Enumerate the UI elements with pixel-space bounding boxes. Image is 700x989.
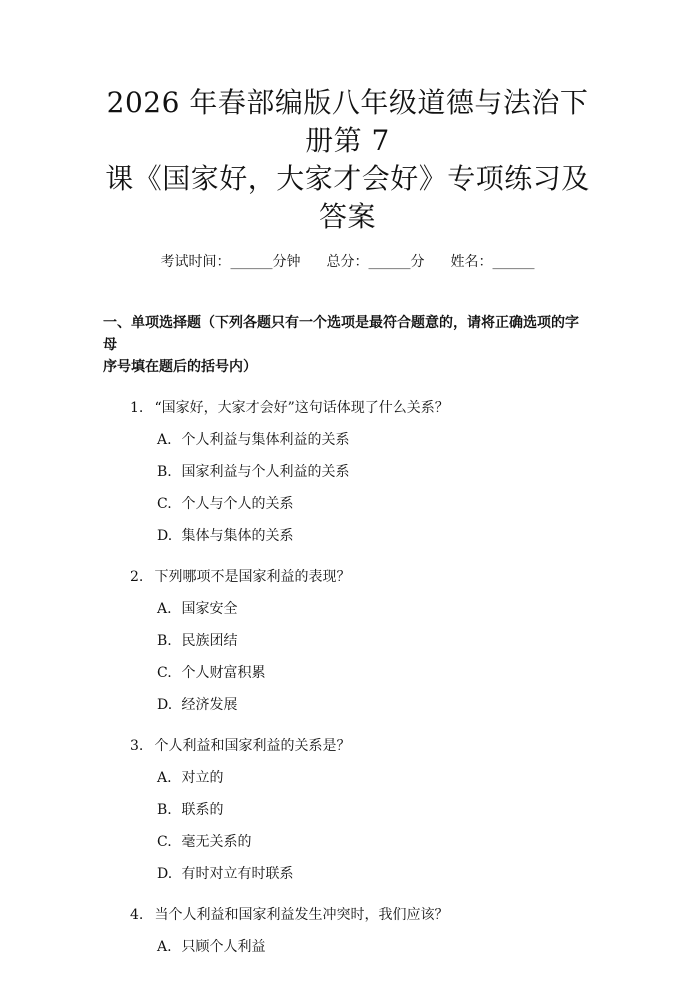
option-letter: B. bbox=[157, 633, 172, 649]
option-b bbox=[103, 630, 592, 652]
question-number: 1. bbox=[130, 400, 144, 416]
option-letter: D. bbox=[157, 866, 173, 882]
option-letter: A. bbox=[157, 939, 172, 955]
option-d bbox=[103, 694, 592, 716]
exam-name-field: 姓名：______ bbox=[450, 254, 535, 270]
section-heading-line-2: 序号填在题后的括号内） bbox=[103, 359, 257, 375]
option-text: 对立的 bbox=[181, 770, 224, 786]
option-d bbox=[103, 863, 592, 885]
option-text: 集体与集体的关系 bbox=[181, 528, 294, 544]
option-list bbox=[103, 767, 592, 885]
question-text: “国家好，大家才会好”这句话体现了什么关系？ bbox=[154, 400, 449, 416]
exam-score-field: 总分：______分 bbox=[326, 254, 425, 270]
question-stem bbox=[103, 566, 592, 588]
option-text: 国家安全 bbox=[181, 601, 238, 617]
document-title bbox=[103, 84, 592, 236]
option-b bbox=[103, 799, 592, 821]
question-text: 当个人利益和国家利益发生冲突时，我们应该？ bbox=[154, 907, 449, 923]
option-c bbox=[103, 662, 592, 684]
option-text: 经济发展 bbox=[181, 697, 238, 713]
question-3 bbox=[103, 735, 592, 885]
question-stem bbox=[103, 904, 592, 926]
option-text: 毫无关系的 bbox=[181, 834, 252, 850]
question-1 bbox=[103, 397, 592, 547]
exam-time-field: 考试时间：______分钟 bbox=[160, 254, 301, 270]
question-stem bbox=[103, 397, 592, 419]
option-b bbox=[103, 461, 592, 483]
option-letter: B. bbox=[157, 464, 172, 480]
option-a bbox=[103, 767, 592, 789]
section-heading-line-1: 一、单项选择题（下列各题只有一个选项是最符合题意的，请将正确选项的字母 bbox=[103, 315, 579, 353]
question-4 bbox=[103, 904, 592, 958]
question-number: 4. bbox=[130, 907, 144, 923]
option-letter: C. bbox=[157, 496, 172, 512]
section-heading bbox=[103, 312, 592, 378]
option-letter: C. bbox=[157, 834, 172, 850]
question-stem bbox=[103, 735, 592, 757]
option-a bbox=[103, 429, 592, 451]
document-page bbox=[0, 84, 700, 989]
option-text: 有时对立有时联系 bbox=[181, 866, 294, 882]
option-letter: D. bbox=[157, 697, 173, 713]
option-letter: A. bbox=[157, 432, 172, 448]
question-number: 2. bbox=[130, 569, 144, 585]
question-text: 下列哪项不是国家利益的表现？ bbox=[154, 569, 351, 585]
question-2 bbox=[103, 566, 592, 716]
option-text: 个人财富积累 bbox=[181, 665, 266, 681]
title-line-1: 2026 年春部编版八年级道德与法治下册第 7 bbox=[106, 86, 589, 157]
question-number: 3. bbox=[130, 738, 144, 754]
option-text: 民族团结 bbox=[181, 633, 238, 649]
option-letter: A. bbox=[157, 601, 172, 617]
option-a bbox=[103, 598, 592, 620]
option-letter: B. bbox=[157, 802, 172, 818]
option-list bbox=[103, 598, 592, 716]
option-text: 国家利益与个人利益的关系 bbox=[181, 464, 350, 480]
option-a bbox=[103, 936, 592, 958]
option-text: 个人与个人的关系 bbox=[181, 496, 294, 512]
exam-info bbox=[103, 251, 592, 273]
option-letter: D. bbox=[157, 528, 173, 544]
option-text: 联系的 bbox=[181, 802, 224, 818]
option-list bbox=[103, 936, 592, 958]
option-letter: C. bbox=[157, 665, 172, 681]
option-list bbox=[103, 429, 592, 547]
option-text: 个人利益与集体利益的关系 bbox=[181, 432, 350, 448]
option-c bbox=[103, 493, 592, 515]
option-d bbox=[103, 525, 592, 547]
question-text: 个人利益和国家利益的关系是？ bbox=[154, 738, 351, 754]
title-line-2: 课《国家好，大家才会好》专项练习及答案 bbox=[105, 162, 590, 233]
option-text: 只顾个人利益 bbox=[181, 939, 266, 955]
option-c bbox=[103, 831, 592, 853]
option-letter: A. bbox=[157, 770, 172, 786]
question-list bbox=[103, 397, 592, 958]
